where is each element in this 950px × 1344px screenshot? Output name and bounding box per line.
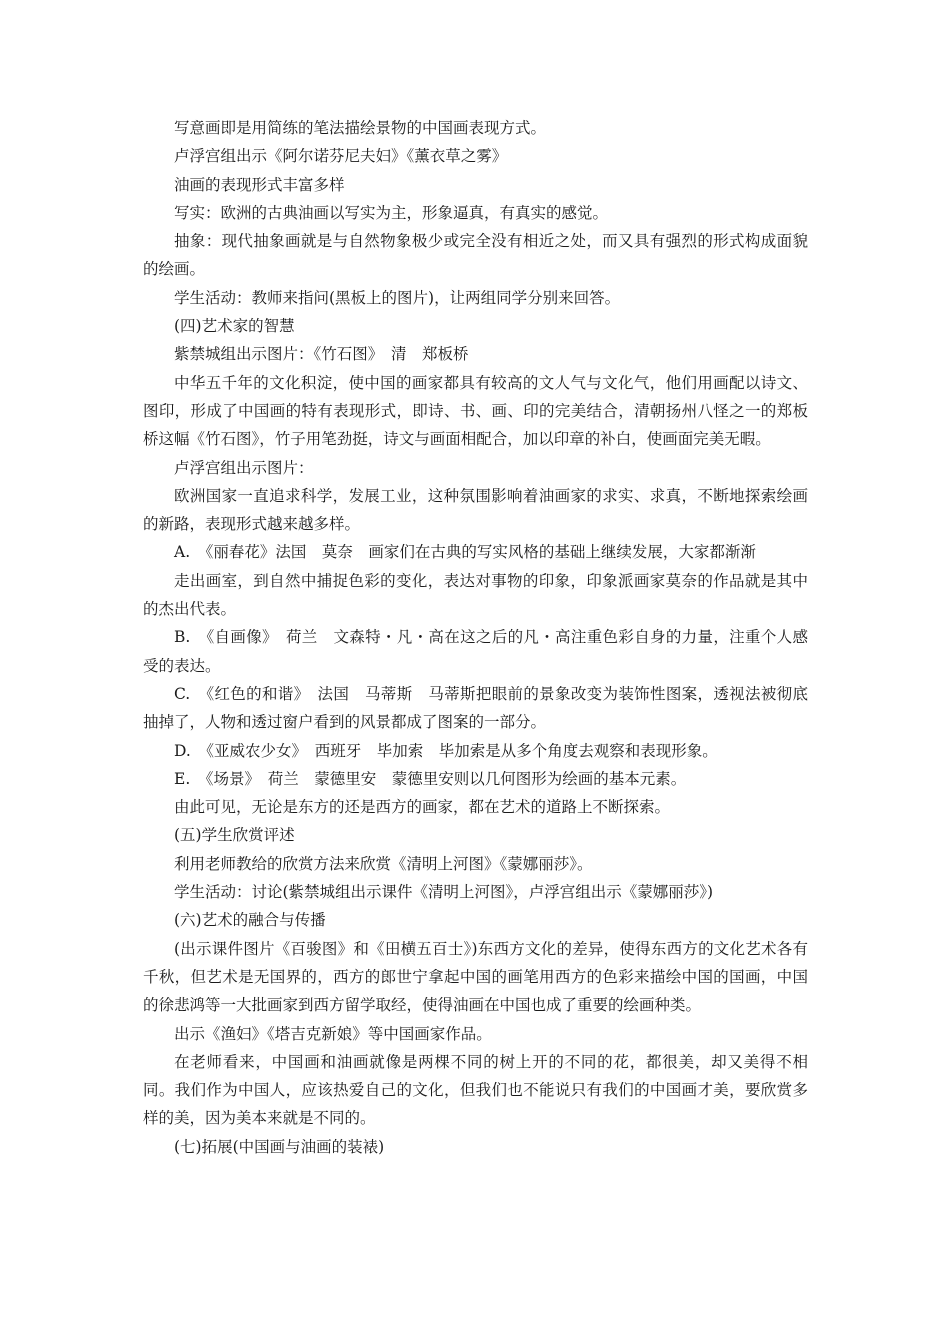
list-item: D. 《亚威农少女》 西班牙 毕加索 毕加索是从多个角度去观察和表现形象。 <box>174 741 718 760</box>
paragraph: 抽象：现代抽象画就是与自然物象极少或完全没有相近之处，而又具有强烈的形式构成面貌的绘画。 <box>143 232 808 279</box>
paragraph: 欧洲国家一直追求科学，发展工业，这种氛围影响着油画家的求实、求真，不断地探索绘画的新路，表现形式越来越多样。 <box>143 486 808 534</box>
document-body <box>143 114 808 1161</box>
paragraph: 油画的表现形式丰富多样 <box>174 175 345 194</box>
paragraph: 紫禁城组出示图片：《竹石图》 清 郑板桥 <box>174 345 469 364</box>
paragraph: 学生活动：讨论(紫禁城组出示课件《清明上河图》，卢浮宫组出示《蒙娜丽莎》) <box>174 883 714 902</box>
paragraph: 卢浮宫组出示图片： <box>174 458 314 477</box>
section-heading: (七)拓展(中国画与油画的装裱) <box>174 1137 385 1156</box>
paragraph: 出示《渔妇》《塔吉克新娘》等中国画家作品。 <box>174 1024 492 1043</box>
paragraph: 中华五千年的文化积淀，使中国的画家都具有较高的文人气与文化气，他们用画配以诗文、图印，形成了中国画的特有表现形式，即诗、书、画、印的完美结合，清朝扬州八怪之一的郑板桥这幅《竹石图》，竹子用笔劲挺，诗文与画面相配合，加以印章的补白，使画面完美无暇。 <box>143 373 808 449</box>
list-item: C. 《红色的和谐》 法国 马蒂斯 马蒂斯把眼前的景象改变为装饰性图案，透视法被彻底抽掉了，人物和透过窗户看到的风景都成了图案的一部分。 <box>143 684 808 732</box>
paragraph: (出示课件图片《百骏图》和《田横五百士》)东西方文化的差异，使得东西方的文化艺术各有千秋，但艺术是无国界的，西方的郎世宁拿起中国的画笔用西方的色彩来描绘中国的国画，中国的徐悲鸿等一大批画家到西方留学取经，使得油画在中国也成了重要的绘画种类。 <box>143 939 808 1015</box>
section-heading: (五)学生欣赏评述 <box>174 826 295 845</box>
paragraph: 在老师看来，中国画和油画就像是两棵不同的树上开的不同的花，都很美，却又美得不相同。我们作为中国人，应该热爱自己的文化，但我们也不能说只有我们的中国画才美，要欣赏多样的美，因为美本来就是不同的。 <box>143 1052 808 1128</box>
paragraph: 写意画即是用简练的笔法描绘景物的中国画表现方式。 <box>174 119 547 137</box>
list-item: E. 《场景》 荷兰 蒙德里安 蒙德里安则以几何图形为绘画的基本元素。 <box>174 769 687 788</box>
list-item: B. 《自画像》 荷兰 文森特・凡・高在这之后的凡・高注重色彩自身的力量，注重个人感受的表达。 <box>143 628 808 675</box>
paragraph: 学生活动：教师来指问(黑板上的图片)，让两组同学分别来回答。 <box>174 288 621 307</box>
paragraph: 写实：欧洲的古典油画以写实为主，形象逼真，有真实的感觉。 <box>174 203 609 222</box>
paragraph: 卢浮宫组出示《阿尔诺芬尼夫妇》《薰衣草之雾》 <box>174 147 508 166</box>
list-item: A. 《丽春花》法国 莫奈 画家们在古典的写实风格的基础上继续发展，大家都渐渐 <box>174 543 756 562</box>
section-heading: (六)艺术的融合与传播 <box>174 911 326 930</box>
paragraph: 走出画室，到自然中捕捉色彩的变化，表达对事物的印象，印象派画家莫奈的作品就是其中的杰出代表。 <box>143 571 808 619</box>
section-heading: (四)艺术家的智慧 <box>174 317 295 336</box>
paragraph: 由此可见，无论是东方的还是西方的画家，都在艺术的道路上不断探索。 <box>174 798 671 817</box>
paragraph: 利用老师教给的欣赏方法来欣赏《清明上河图》《蒙娜丽莎》。 <box>174 854 593 873</box>
